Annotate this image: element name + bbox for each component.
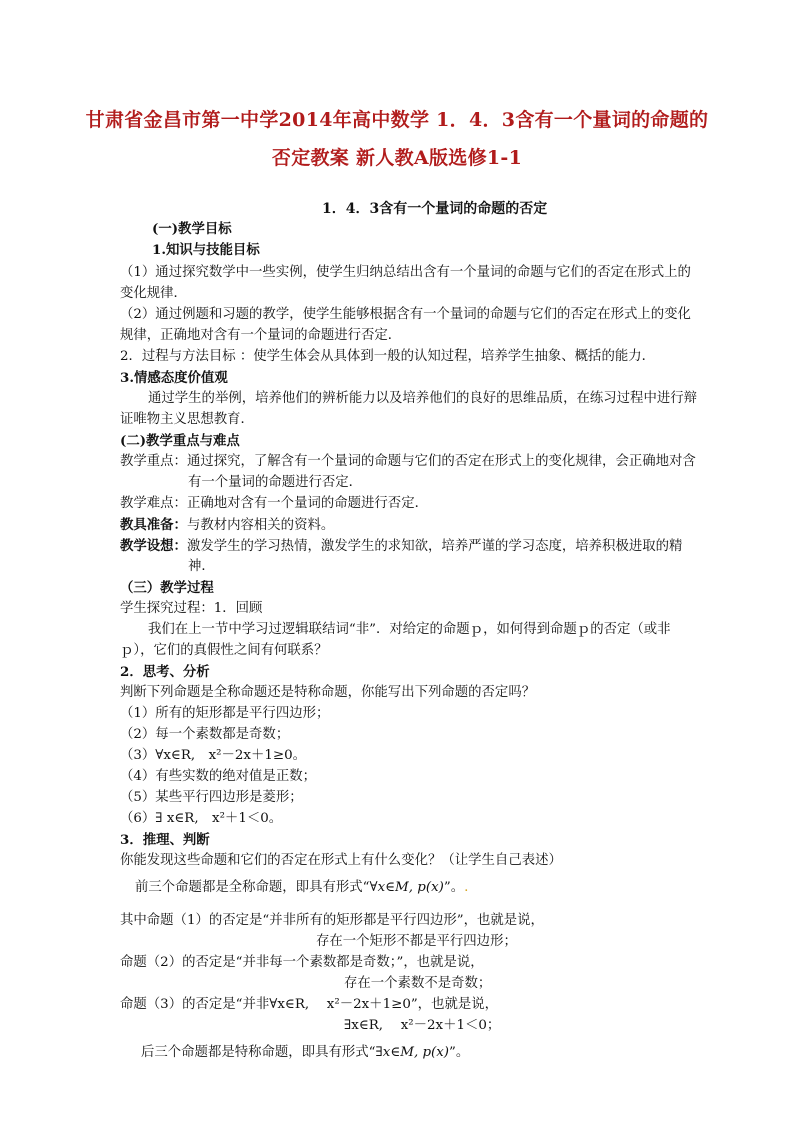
text-line: 存在一个素数不是奇数； [344, 976, 492, 991]
list-item: （5）某些平行四边形是菱形； [120, 790, 303, 805]
text-line [141, 1043, 469, 1063]
text-line [120, 536, 682, 557]
text-line: 教学重点：通过探究，了解含有一个量词的命题与它们的否定在形式上的变化规律，会正确地对含 [120, 454, 696, 469]
text-fragment: 后三个命题都是特称命题，即具有形式“ [141, 1045, 376, 1060]
stray-dot: . [464, 880, 469, 895]
list-item: （6）∃ x∈R, x²＋1＜0。 [120, 811, 283, 826]
list-item: （2）每一个素数都是奇数； [120, 727, 290, 742]
text-line: （2）通过例题和习题的教学，使学生能够根据含有一个量词的命题与它们的否定在形式上的变化 [120, 307, 691, 322]
heading-key-points: (二)教学重点与难点 [120, 433, 240, 449]
text-line: 变化规律． [120, 286, 187, 301]
list-item: （3）∀x∈R, x²－2x＋1≥0。 [120, 748, 306, 763]
text-line: 你能发现这些命题和它们的否定在形式上有什么变化？（让学生自己表述） [120, 853, 562, 868]
text-line: 命题（2）的否定是“并非每一个素数都是奇数；”，也就是说， [120, 955, 484, 970]
text-line: 规律，正确地对含有一个量词的命题进行否定． [120, 328, 402, 343]
list-item: （1）所有的矩形都是平行四边形； [120, 706, 330, 721]
text-teaching-idea: 激发学生的学习热情，激发学生的求知欲，培养严谨的学习态度，培养积极进取的精 [186, 539, 683, 554]
formula-universal: ∀x∈M, p(x) [369, 880, 444, 895]
text-line: 证唯物主义思想教育． [120, 412, 254, 427]
text-line: 命题（3）的否定是“并非∀x∈R, x²－2x＋1≥0”，也就是说， [120, 997, 499, 1012]
text-line: 我们在上一节中学习过逻辑联结词“非”．对给定的命题ｐ，如何得到命题ｐ的否定（或非 [148, 622, 671, 637]
heading-objectives: (一)教学目标 [152, 221, 232, 237]
label-teaching-aids: 教具准备： [120, 517, 187, 533]
heading-attitude: 3.情感态度价值观 [120, 370, 228, 386]
text-line [135, 878, 468, 898]
text-line: （1）通过探究数学中一些实例，使学生归纳总结出含有一个量词的命题与它们的否定在形式上的 [120, 265, 691, 280]
text-line: 神． [188, 559, 215, 574]
text-line: 教学难点：正确地对含有一个量词的命题进行否定． [120, 496, 428, 511]
text-fragment: 前三个命题都是全称命题，即具有形式“ [135, 880, 370, 895]
text-fragment: ”。 [449, 1045, 470, 1060]
label-teaching-idea: 教学设想： [120, 538, 187, 554]
list-item: （4）有些实数的绝对值是正数； [120, 769, 316, 784]
text-teaching-aids: 与教材内容相关的资料。 [186, 518, 335, 533]
heading-think: 2．思考、分析 [120, 664, 210, 680]
heading-reasoning: 3．推理、判断 [120, 832, 210, 848]
doc-title-line2: 否定教案 新人教A版选修1-1 [271, 147, 523, 169]
formula-existential: ∃x∈M, p(x) [375, 1045, 450, 1060]
text-line: 判断下列命题是全称命题还是特称命题，你能写出下列命题的否定吗？ [120, 685, 536, 700]
text-line: ∃x∈R, x²－2x＋1＜0； [344, 1018, 501, 1033]
text-line: ｐ），它们的真假性之间有何联系？ [120, 643, 328, 658]
heading-knowledge: 1.知识与技能目标 [152, 242, 260, 258]
text-line: 存在一个矩形不都是平行四边形； [316, 934, 517, 949]
text-line: 通过学生的举例，培养他们的辨析能力以及培养他们的良好的思维品质，在练习过程中进行辩 [148, 391, 698, 406]
text-fragment: ”。 [443, 880, 465, 895]
section-subtitle: 1．4．3含有一个量词的命题的否定 [322, 201, 548, 217]
text-line [120, 515, 334, 536]
doc-title-line1: 甘肃省金昌市第一中学2014年高中数学 1．4．3含有一个量词的命题的 [85, 109, 709, 131]
heading-process: （三）教学过程 [120, 580, 214, 596]
text-line: 其中命题（1）的否定是“并非所有的矩形都是平行四边形”，也就是说， [120, 913, 544, 928]
text-line: 学生探究过程：1．回顾 [120, 601, 263, 616]
text-line: 有一个量词的命题进行否定． [188, 475, 363, 490]
text-line: 2．过程与方法目标 ：使学生体会从具体到一般的认知过程，培养学生抽象、概括的能力． [120, 349, 656, 364]
